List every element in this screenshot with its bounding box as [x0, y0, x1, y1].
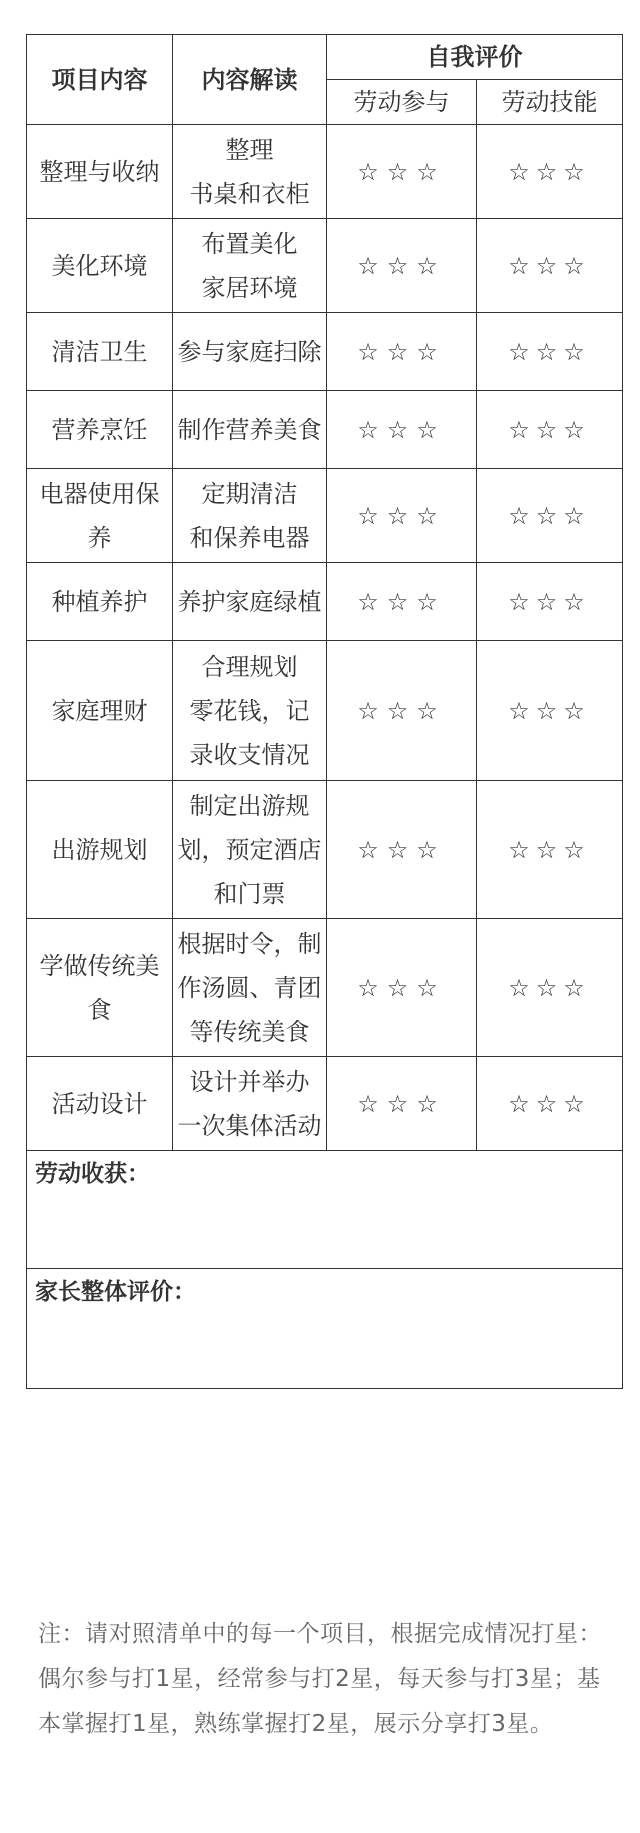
- header-item: 项目内容: [27, 35, 173, 125]
- participation-star-rating[interactable]: ☆☆☆: [327, 313, 477, 391]
- labor-checklist-table: [26, 34, 623, 1389]
- table-row: [27, 219, 623, 313]
- item-name: 种植养护: [27, 563, 173, 641]
- participation-star-rating[interactable]: ☆☆☆: [327, 641, 477, 781]
- table-row: [27, 781, 623, 919]
- item-description: 整理 书桌和衣柜: [173, 125, 327, 219]
- item-name: 清洁卫生: [27, 313, 173, 391]
- skill-star-rating[interactable]: ☆☆☆: [477, 563, 623, 641]
- participation-star-rating[interactable]: ☆☆☆: [327, 469, 477, 563]
- skill-star-rating[interactable]: ☆☆☆: [477, 125, 623, 219]
- item-description: 合理规划 零花钱，记 录收支情况: [173, 641, 327, 781]
- item-name: 学做传统美 食: [27, 919, 173, 1057]
- participation-star-rating[interactable]: ☆☆☆: [327, 391, 477, 469]
- table-row: [27, 313, 623, 391]
- participation-star-rating[interactable]: ☆☆☆: [327, 781, 477, 919]
- participation-star-rating[interactable]: ☆☆☆: [327, 1057, 477, 1151]
- participation-star-rating[interactable]: ☆☆☆: [327, 125, 477, 219]
- item-description: 布置美化 家居环境: [173, 219, 327, 313]
- item-description: 参与家庭扫除: [173, 313, 327, 391]
- item-description: 设计并举办 一次集体活动: [173, 1057, 327, 1151]
- item-name: 活动设计: [27, 1057, 173, 1151]
- labor-harvest-label: 劳动收获：: [35, 1161, 150, 1187]
- table-row: [27, 391, 623, 469]
- rating-note: 注：请对照清单中的每一个项目，根据完成情况打星：偶尔参与打1星，经常参与打2星，每天参与打3星；基本掌握打1星，熟练掌握打2星，展示分享打3星。: [38, 1621, 602, 1737]
- item-name: 营养烹饪: [27, 391, 173, 469]
- header-participation: 劳动参与: [327, 80, 477, 125]
- header-description: 内容解读: [173, 35, 327, 125]
- participation-star-rating[interactable]: ☆☆☆: [327, 219, 477, 313]
- item-name: 整理与收纳: [27, 125, 173, 219]
- participation-star-rating[interactable]: ☆☆☆: [327, 563, 477, 641]
- header-skill: 劳动技能: [477, 80, 623, 125]
- table-row: [27, 919, 623, 1057]
- item-description: 制作营养美食: [173, 391, 327, 469]
- skill-star-rating[interactable]: ☆☆☆: [477, 1057, 623, 1151]
- skill-star-rating[interactable]: ☆☆☆: [477, 313, 623, 391]
- table-row: [27, 641, 623, 781]
- item-name: 出游规划: [27, 781, 173, 919]
- item-description: 养护家庭绿植: [173, 563, 327, 641]
- item-description: 定期清洁 和保养电器: [173, 469, 327, 563]
- table-row: [27, 125, 623, 219]
- skill-star-rating[interactable]: ☆☆☆: [477, 781, 623, 919]
- skill-star-rating[interactable]: ☆☆☆: [477, 469, 623, 563]
- skill-star-rating[interactable]: ☆☆☆: [477, 919, 623, 1057]
- skill-star-rating[interactable]: ☆☆☆: [477, 219, 623, 313]
- item-name: 家庭理财: [27, 641, 173, 781]
- item-description: 根据时令，制 作汤圆、青团 等传统美食: [173, 919, 327, 1057]
- item-description: 制定出游规 划，预定酒店 和门票: [173, 781, 327, 919]
- parent-evaluation-label: 家长整体评价：: [35, 1279, 196, 1305]
- parent-evaluation-box[interactable]: [27, 1269, 623, 1389]
- table-row: [27, 1057, 623, 1151]
- header-self-evaluation: 自我评价: [327, 35, 623, 80]
- skill-star-rating[interactable]: ☆☆☆: [477, 391, 623, 469]
- item-name: 美化环境: [27, 219, 173, 313]
- table-row: [27, 563, 623, 641]
- checklist-rows: [27, 125, 623, 1151]
- skill-star-rating[interactable]: ☆☆☆: [477, 641, 623, 781]
- participation-star-rating[interactable]: ☆☆☆: [327, 919, 477, 1057]
- item-name: 电器使用保 养: [27, 469, 173, 563]
- table-row: [27, 469, 623, 563]
- labor-harvest-box[interactable]: [27, 1151, 623, 1269]
